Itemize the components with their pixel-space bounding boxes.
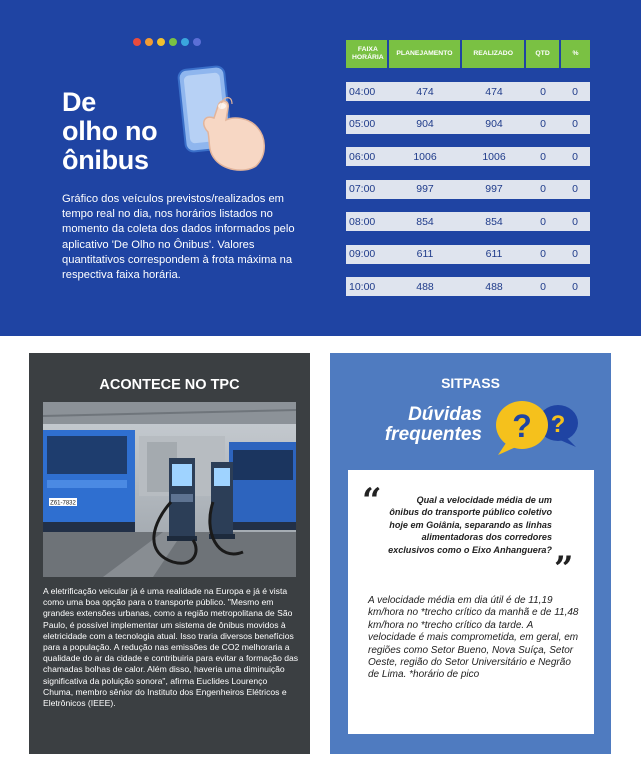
- dot-indigo: [193, 38, 201, 46]
- th-realizado: REALIZADO: [462, 40, 524, 68]
- electric-bus-photo: [43, 402, 296, 577]
- dot-orange: [145, 38, 153, 46]
- cell-time: 06:00: [349, 150, 376, 163]
- cell-done: 474: [485, 85, 503, 98]
- vehicles-table: [346, 40, 590, 310]
- cell-time: 04:00: [349, 85, 376, 98]
- cell-done: 1006: [482, 150, 506, 163]
- faq-heading-line1: Dúvidas: [408, 404, 482, 425]
- faq-heading-line2: frequentes: [384, 424, 482, 445]
- cell-time: 07:00: [349, 183, 376, 195]
- cell-time: 08:00: [349, 215, 376, 228]
- acontece-text: A eletrificação veicular já é uma realidade na Europa e já é vista como uma boa opção para o transporte público. "Mesmo em grandes extensões urbanas, como a região metropolitana de São Paulo, é possível implementar um sistema de ônibus movidos à eletricidade com a tecnologia atual. Isso traria diversos benefícios para a população. A redução nas emissões de CO2 melhoraria a qualidade do ar da cidade e contribuiria para evitar a formação das chamadas bolhas de calor. Além disso, haveria uma diminuição significativa da poluição sonora", afirma Euclides Lourenço Chuma, membro sênior do Instituto dos Engenheiros Elétricos e Eletrônicos (IEEE).: [43, 586, 299, 709]
- hero-title: [62, 88, 157, 175]
- cell-qtd: 0: [540, 248, 546, 260]
- acontece-title: ACONTECE NO TPC: [99, 377, 240, 393]
- cell-planned: 854: [416, 215, 434, 228]
- cell-percent: 0: [572, 183, 578, 195]
- cell-done: 904: [485, 118, 503, 130]
- sitpass-card: [330, 353, 611, 754]
- cell-planned: 1006: [413, 150, 437, 163]
- dot-lightblue: [181, 38, 189, 46]
- table-row: [346, 212, 590, 231]
- bubble-question-back: ?: [550, 411, 566, 438]
- cell-percent: 0: [572, 215, 578, 228]
- color-dots: [133, 38, 201, 46]
- dot-green: [169, 38, 177, 46]
- th-percent: %: [561, 40, 590, 68]
- cell-percent: 0: [572, 150, 578, 163]
- faq-question: Qual a velocidade média de um ônibus do transporte público coletivo hoje em Goiânia, separando as linhas alimentadoras dos corredores exclusivos como o Eixo Anhanguera?: [388, 495, 552, 555]
- th-planejamento: PLANEJAMENTO: [389, 40, 461, 68]
- faq-box: [348, 470, 594, 734]
- bubble-question-front: ?: [512, 408, 532, 444]
- cell-qtd: 0: [540, 183, 546, 195]
- cell-planned: 904: [416, 118, 434, 130]
- table-row: [346, 82, 590, 101]
- quote-open-mark: “: [362, 481, 382, 521]
- question-bubbles-icon: [484, 397, 584, 457]
- hand-phone-icon: [170, 62, 280, 174]
- cell-time: 10:00: [349, 280, 376, 293]
- cell-done: 488: [485, 280, 503, 293]
- table-row: [346, 147, 590, 166]
- table-header: [346, 40, 590, 68]
- cell-done: 854: [485, 215, 503, 228]
- hero-title-line1: De: [62, 87, 96, 117]
- top-section: [0, 0, 641, 336]
- cell-percent: 0: [572, 280, 578, 293]
- table-row: [346, 245, 590, 264]
- acontece-card: [29, 353, 310, 754]
- hero-title-line2: olho no: [62, 116, 158, 146]
- cell-percent: 0: [572, 85, 578, 98]
- quote-close-mark: ”: [554, 549, 574, 589]
- faq-answer: A velocidade média em dia útil é de 11,19 km/hora no *trecho crítico da manhã e de 11,48 km/hora no *trecho crítico da tarde. A velocidade é mais comprometida, em geral, em regiões como Setor Bueno, Nova Suíça, Setor Oeste, região do Setor Universitário e Negrão de Lima. *horário de pico: [368, 595, 579, 681]
- th-qtd: QTD: [526, 40, 559, 68]
- table-row: [346, 115, 590, 134]
- faq-heading: [358, 405, 482, 445]
- table-row: [346, 180, 590, 199]
- th-faixa: FAIXA HORÁRIA: [346, 40, 387, 68]
- cell-planned: 474: [416, 85, 434, 98]
- cell-qtd: 0: [540, 215, 546, 228]
- hero-title-line3: ônibus: [62, 145, 149, 175]
- cell-done: 611: [485, 248, 503, 260]
- dot-yellow: [157, 38, 165, 46]
- bus-plate-label: Z61-7832: [50, 500, 76, 507]
- cell-planned: 997: [416, 183, 434, 195]
- cell-percent: 0: [572, 118, 578, 130]
- cell-time: 09:00: [349, 248, 376, 260]
- cell-time: 05:00: [349, 118, 376, 130]
- cell-qtd: 0: [540, 85, 546, 98]
- cell-qtd: 0: [540, 150, 546, 163]
- cell-planned: 488: [416, 280, 434, 293]
- cell-qtd: 0: [540, 280, 546, 293]
- cell-done: 997: [485, 183, 503, 195]
- hero-description: Gráfico dos veículos previstos/realizados em tempo real no dia, nos horários listados no momento da coleta dos dados informados pelo aplicativo 'De Olho no Ônibus'. Valores quantitativos correspondem à frota máxima na respectiva faixa horária.: [62, 193, 295, 282]
- cell-planned: 611: [416, 248, 434, 260]
- sitpass-title: SITPASS: [441, 375, 500, 391]
- table-row: [346, 277, 590, 296]
- dot-red: [133, 38, 141, 46]
- cell-percent: 0: [572, 248, 578, 260]
- cell-qtd: 0: [540, 118, 546, 130]
